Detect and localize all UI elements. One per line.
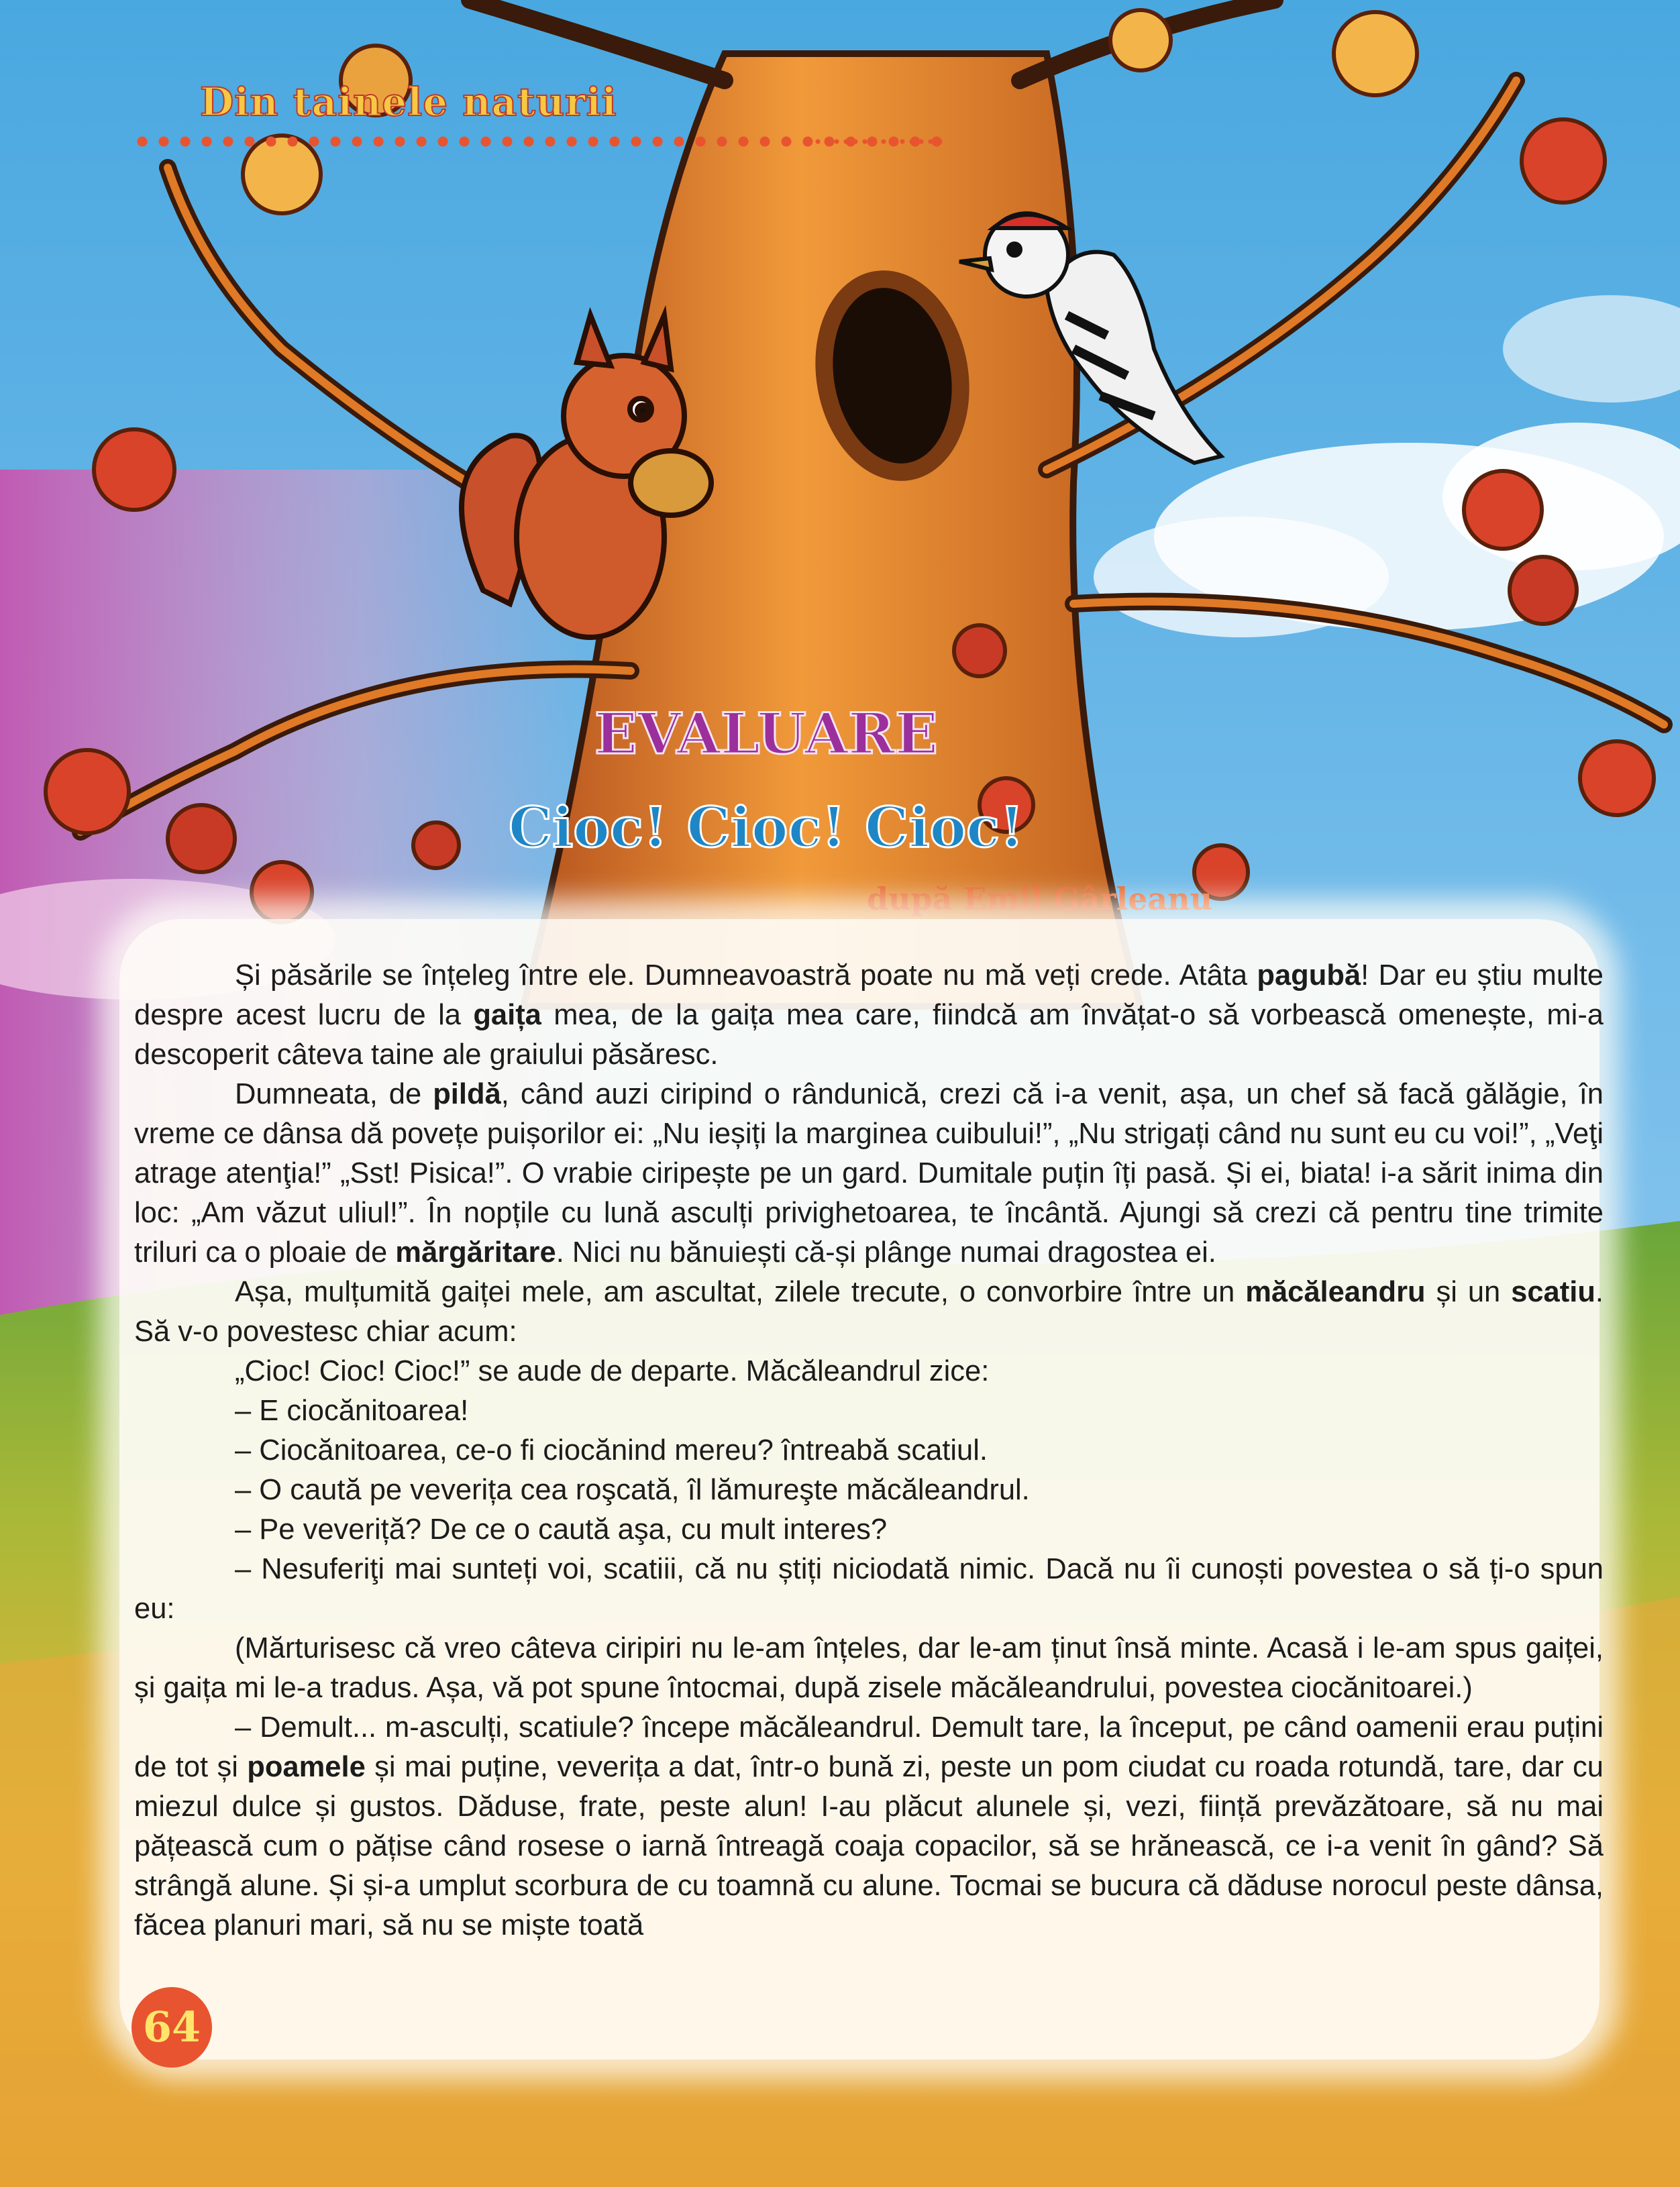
text-run: – Demult... m-asculți, scatiule? începe măcăleandrul. Demult tare, la început, pe când oamenii erau puțini de tot și [134,1711,1604,1783]
page-number: 64 [132,1987,212,2068]
text-run: și mai puține, veverița a dat, într-o bună zi, peste un pom ciudat cu roada rotundă, tare, dar cu miezul dulce și gustos. Dăduse, frate, peste alun! I-au plăcut alunele și, vezi, ființă prevăzătoare, să nu mai pățească cum o pățise când rosese o iarnă întreagă coaja copacilor, să se hrănească, ce i-a venit în gând? Să strângă alune. Și și-a umplut scorbura de cu toamnă cu alune. Tocmai se bucura că dăduse norocul peste dânsa, făcea planuri mari, să nu se miște toată [134,1751,1604,1941]
glossary-word: pildă [433,1078,501,1110]
text-run: mea, de la gaița mea care, fiindcă am învățat-o să vorbească omenește, mi-a descoperit câteva taine ale graiului păsăresc. [134,999,1604,1071]
text-run: – O caută pe veverița cea roşcată, îl lămureşte măcăleandrul. [235,1474,1030,1506]
glossary-word: scatiu [1511,1276,1595,1308]
story-paragraph [134,1431,1604,1471]
story-paragraph [134,1075,1604,1273]
text-run: Și păsările se înțeleg între ele. Dumneavoastră poate nu mă veți crede. Atâta [235,959,1257,992]
story-paragraph [134,1352,1604,1391]
glossary-word: pagubă [1257,959,1361,992]
glossary-word: gaița [473,999,541,1031]
story-paragraph [134,1391,1604,1431]
story-paragraph [134,1550,1604,1629]
text-run: (Mărturisesc că vreo câteva ciripiri nu le-am înțeles, dar le-am ținut însă minte. Acasă i le-am spus gaiței, și gaița mi le-a tradus. Așa, vă pot spune întocmai, după zisele măcăleandrului, povestea ciocănitoarei.) [134,1632,1604,1704]
story-paragraph [134,956,1604,1075]
glossary-word: mărgăritare [395,1236,556,1269]
author-credit: după Emil Gârleanu [867,881,1213,917]
header-dotted-line-small [813,138,947,145]
section-title: Din tainele naturii [200,79,617,125]
text-run: – Nesuferiţi mai sunteți voi, scatiii, că nu știți niciodată nimic. Dacă nu îi cunoști povestea o să ți-o spun eu: [134,1553,1604,1625]
story-paragraph [134,1510,1604,1550]
text-run: , când auzi ciripind o rândunică, crezi că i-a venit, așa, un chef să facă gălăgie, în vreme ce dânsa dă povețe puișorilor ei: „Nu ieșiți la marginea cuibului!”, „Nu strigați când nu sunt eu cu voi!”, „Veţi atrage atenţia!” „Sst! Pisica!”. O vrabie ciripește pe un gard. Dumitale puțin îți pasă. Și ei, biata! i-a sărit inima din loc: „Am văzut uliul!”. În nopțile cu lună asculți privighetoarea, te încântă. Ajungi să crezi că pentru tine trimite triluri ca o ploaie de [134,1078,1604,1269]
glossary-word: măcăleandru [1245,1276,1426,1308]
story-text [134,956,1604,1945]
text-run: . Să v-o povestesc chiar acum: [134,1276,1604,1348]
text-run: – Pe veveriță? De ce o caută aşa, cu mult interes? [235,1513,888,1546]
evaluation-label: EVALUARE [594,700,938,767]
text-run: Așa, mulțumită gaiței mele, am ascultat, zilele trecute, o convorbire între un [235,1276,1246,1308]
story-paragraph [134,1273,1604,1352]
text-run: Dumneata, de [235,1078,433,1110]
text-run: – Ciocănitoarea, ce-o fi ciocănind mereu? întreabă scatiul. [235,1434,988,1466]
text-run: „Cioc! Cioc! Cioc!” se aude de departe. Măcăleandrul zice: [235,1355,990,1387]
glossary-word: poamele [247,1751,366,1783]
text-run: – E ciocănitoarea! [235,1395,469,1427]
story-paragraph [134,1708,1604,1945]
story-paragraph [134,1471,1604,1510]
text-run: și un [1425,1276,1512,1308]
text-run: . Nici nu bănuiești că-și plânge numai dragostea ei. [556,1236,1216,1269]
text-run: ! Dar eu știu multe despre acest lucru de la [134,959,1604,1031]
story-title: Cioc! Cioc! Cioc! [508,796,1025,860]
story-paragraph [134,1629,1604,1708]
